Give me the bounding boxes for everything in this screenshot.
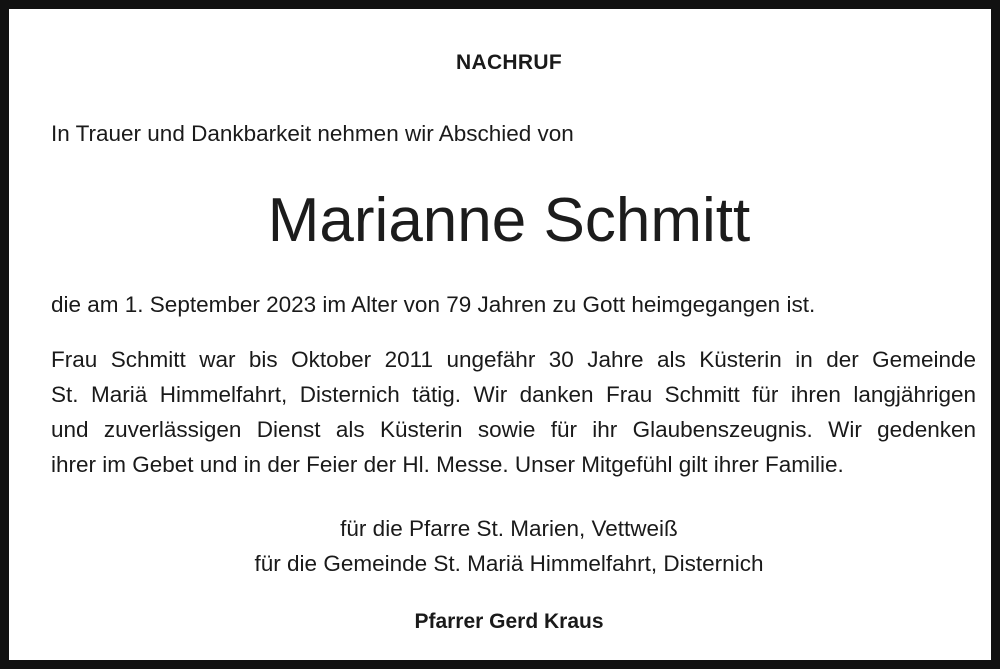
sender-community: für die Gemeinde St. Mariä Himmelfahrt, Disternich: [254, 551, 764, 576]
notice-heading: NACHRUF: [456, 51, 562, 74]
tribute-line: und zuverlässigen Dienst als Küsterin sowie für ihr Glaubenszeugnis. Wir gedenken: [51, 417, 976, 442]
death-line: die am 1. September 2023 im Alter von 79 Jahren zu Gott heimgegangen ist.: [51, 292, 816, 317]
tribute-line: St. Mariä Himmelfahrt, Disternich tätig. Wir danken Frau Schmitt für ihren langjährigen: [51, 382, 976, 407]
deceased-name: Marianne Schmitt: [267, 186, 751, 255]
tribute-paragraph: [51, 342, 976, 482]
signature: Pfarrer Gerd Kraus: [414, 610, 604, 633]
tribute-line: ihrer im Gebet und in der Feier der Hl. Messe. Unser Mitgefühl gilt ihrer Familie.: [51, 452, 844, 477]
tribute-line: Frau Schmitt war bis Oktober 2011 ungefähr 30 Jahre als Küsterin in der Gemeinde: [51, 347, 976, 372]
sender-parish: für die Pfarre St. Marien, Vettweiß: [340, 516, 678, 541]
intro-line: In Trauer und Dankbarkeit nehmen wir Abschied von: [51, 121, 574, 146]
